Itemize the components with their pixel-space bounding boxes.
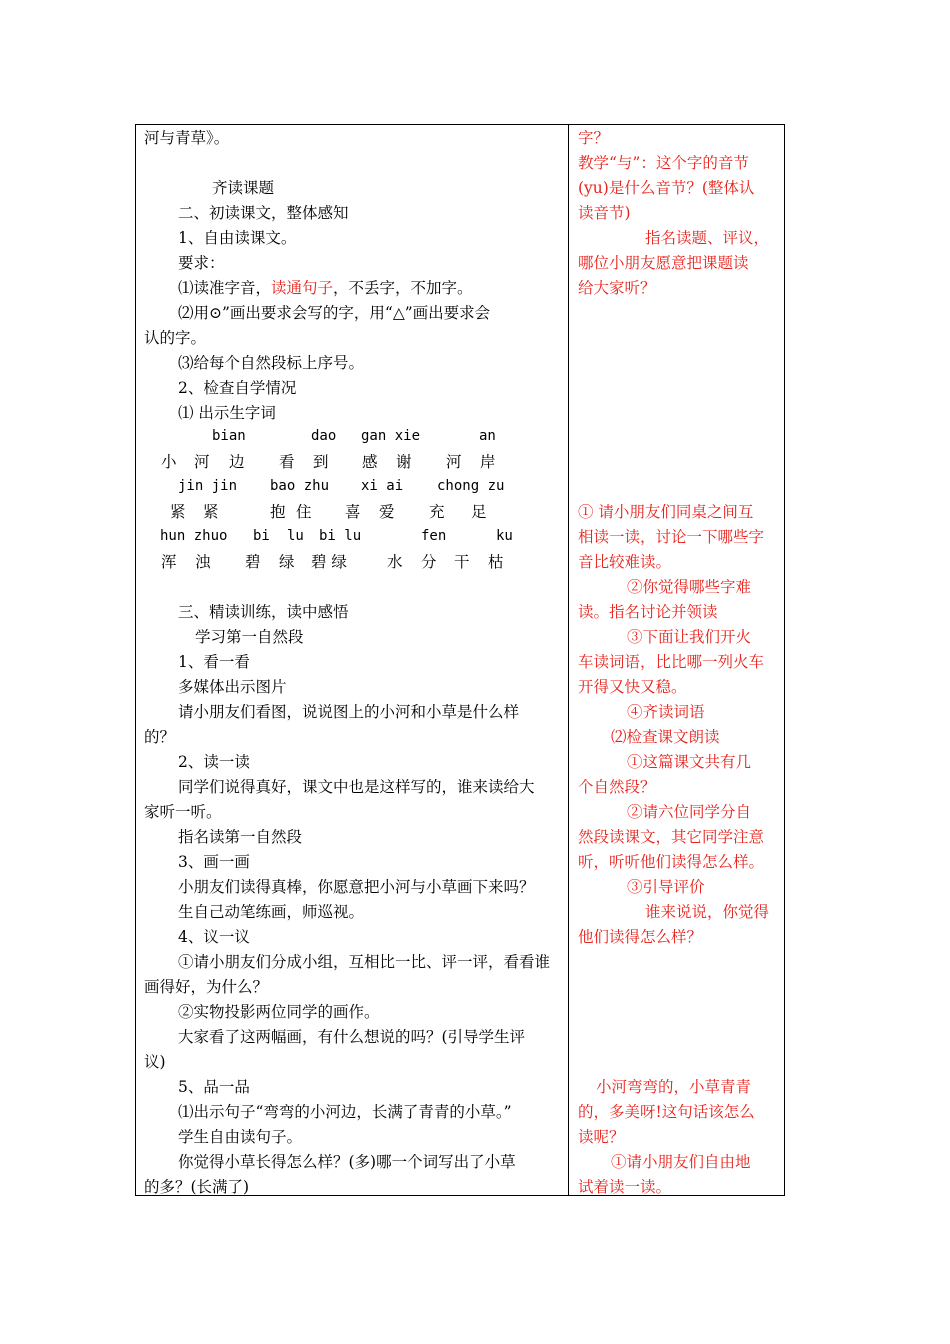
vocab-char: 紧	[170, 503, 186, 521]
text-line: 1、自由读课文。	[178, 229, 297, 247]
text-line: 家听一听。	[144, 803, 222, 821]
vocab-char: 边	[229, 453, 245, 471]
note-line: 听，听听他们读得怎么样。	[578, 853, 765, 871]
pinyin: jin jin	[178, 478, 238, 494]
pinyin: bi	[253, 528, 270, 544]
column-divider	[568, 124, 569, 1196]
text-line: 画得好，为什么？	[144, 978, 269, 996]
text-run: ⑴读准字音，	[178, 279, 272, 297]
section-heading: 三、精读训练，读中感悟	[178, 603, 349, 621]
note-line: 小河弯弯的，小草青青	[596, 1078, 752, 1096]
text-line: 学生自由读句子。	[178, 1128, 303, 1146]
text-line: 的多？(长满了)	[144, 1178, 250, 1196]
text-line: 学习第一自然段	[195, 628, 304, 646]
text-line: 齐读课题	[212, 179, 275, 197]
note-line: 读呢？	[578, 1128, 625, 1146]
vocab-char: 感	[362, 453, 378, 471]
text-line: 5、品一品	[178, 1078, 250, 1096]
vocab-char: 紧	[203, 503, 219, 521]
text-line: 你觉得小草长得怎么样？(多)哪一个词写出了小草	[178, 1153, 516, 1171]
text-line: 同学们说得真好，课文中也是这样写的，谁来读给大	[178, 778, 535, 796]
vocab-char: 碧 绿	[311, 553, 347, 571]
text-line: 的？	[144, 728, 176, 746]
note-line: 开得又快又稳。	[578, 678, 687, 696]
vocab-char: 枯	[488, 553, 504, 571]
note-line: ②你觉得哪些字难	[627, 578, 752, 596]
pinyin: gan xie	[361, 428, 421, 444]
text-run: ，不丢字，不加字。	[333, 279, 473, 297]
vocab-char: 充	[429, 503, 445, 521]
pinyin: lu	[287, 528, 304, 544]
section-heading: 二、初读课文，整体感知	[178, 204, 349, 222]
note-line: 哪位小朋友愿意把课题读	[578, 254, 749, 272]
vocab-char: 看	[279, 453, 295, 471]
vocab-char: 分	[421, 553, 437, 571]
text-line: ⑴出示句子“弯弯的小河边，长满了青青的小草。”	[178, 1103, 512, 1121]
note-line: ③引导评价	[627, 878, 705, 896]
pinyin: xi ai	[361, 478, 404, 494]
note-line: 指名读题、评议，	[645, 229, 770, 247]
text-line: ①请小朋友们分成小组，互相比一比、评一评，看看谁	[178, 953, 551, 971]
text-line	[178, 276, 473, 301]
vocab-char: 绿	[279, 553, 295, 571]
note-line: 试着读一读。	[578, 1178, 672, 1196]
text-line: 要求：	[178, 254, 225, 272]
text-line: ⑴ 出示生字词	[178, 404, 276, 422]
text-line: ⑶给每个自然段标上序号。	[178, 354, 365, 372]
note-line: ①这篇课文共有几	[627, 753, 752, 771]
note-line: 教学“与”：这个字的音节	[578, 154, 749, 172]
text-line: ②实物投影两位同学的画作。	[178, 1003, 380, 1021]
note-line: 然段读课文，其它同学注意	[578, 828, 765, 846]
vocab-char: 喜	[345, 503, 361, 521]
pinyin: chong zu	[437, 478, 505, 494]
vocab-char: 干	[454, 553, 470, 571]
note-line: 音比较难读。	[578, 553, 672, 571]
pinyin: ku	[496, 528, 513, 544]
text-line: 请小朋友们看图，说说图上的小河和小草是什么样	[178, 703, 520, 721]
vocab-char: 浊	[195, 553, 211, 571]
note-line: 字？	[578, 129, 610, 147]
pinyin: bian	[212, 428, 246, 444]
note-line: ③下面让我们开火	[627, 628, 752, 646]
note-line: 给大家听？	[578, 279, 656, 297]
note-line: ①请小朋友们自由地	[611, 1153, 751, 1171]
vocab-char: 谢	[396, 453, 412, 471]
note-line: 他们读得怎么样？	[578, 928, 703, 946]
pinyin: dao	[311, 428, 337, 444]
pinyin: bao zhu	[270, 478, 330, 494]
text-line: 多媒体出示图片	[178, 678, 287, 696]
vocab-char: 岸	[480, 453, 496, 471]
text-line: 认的字。	[144, 329, 207, 347]
text-line: 2、检查自学情况	[178, 379, 297, 397]
note-line: 读音节)	[578, 204, 631, 222]
text-line: 1、看一看	[178, 653, 250, 671]
vocab-char: 爱	[379, 503, 395, 521]
note-line: 读。指名讨论并领读	[578, 603, 718, 621]
vocab-char: 水	[387, 553, 403, 571]
note-line: 车读词语，比比哪一列火车	[578, 653, 765, 671]
text-line: 河与青草》。	[144, 129, 230, 147]
vocab-char: 小	[161, 453, 177, 471]
text-line: 3、画一画	[178, 853, 250, 871]
text-line: 小朋友们读得真棒，你愿意把小河与小草画下来吗？	[178, 878, 535, 896]
note-line: ① 请小朋友们同桌之间互	[578, 503, 754, 521]
pinyin: bi lu	[319, 528, 362, 544]
note-line: ②请六位同学分自	[627, 803, 752, 821]
note-line: ④齐读词语	[627, 703, 705, 721]
note-line: 的，多美呀!这句话该怎么	[578, 1103, 755, 1121]
text-line: 议)	[144, 1053, 166, 1071]
vocab-char: 到	[313, 453, 329, 471]
text-line: ⑵用⊙”画出要求会写的字，用“△”画出要求会	[178, 304, 491, 322]
highlighted-text: 读通句子	[271, 279, 334, 297]
text-line: 大家看了这两幅画，有什么想说的吗？(引导学生评	[178, 1028, 526, 1046]
vocab-char: 足	[471, 503, 487, 521]
vocab-char: 河	[446, 453, 462, 471]
note-line: ⑵检查课文朗读	[611, 728, 720, 746]
text-line: 生自己动笔练画，师巡视。	[178, 903, 365, 921]
text-line: 4、议一议	[178, 928, 250, 946]
vocab-char: 抱	[270, 503, 286, 521]
note-line: (yu)是什么音节？(整体认	[578, 179, 755, 197]
vocab-char: 住	[296, 503, 312, 521]
text-line: 2、读一读	[178, 753, 250, 771]
note-line: 个自然段？	[578, 778, 656, 796]
vocab-char: 河	[194, 453, 210, 471]
pinyin: fen	[421, 528, 447, 544]
text-line: 指名读第一自然段	[178, 828, 303, 846]
vocab-char: 浑	[161, 553, 177, 571]
note-line: 相读一读，讨论一下哪些字	[578, 528, 765, 546]
note-line: 谁来说说，你觉得	[645, 903, 770, 921]
pinyin: hun zhuo	[160, 528, 228, 544]
pinyin: an	[479, 428, 496, 444]
vocab-char: 碧	[245, 553, 261, 571]
